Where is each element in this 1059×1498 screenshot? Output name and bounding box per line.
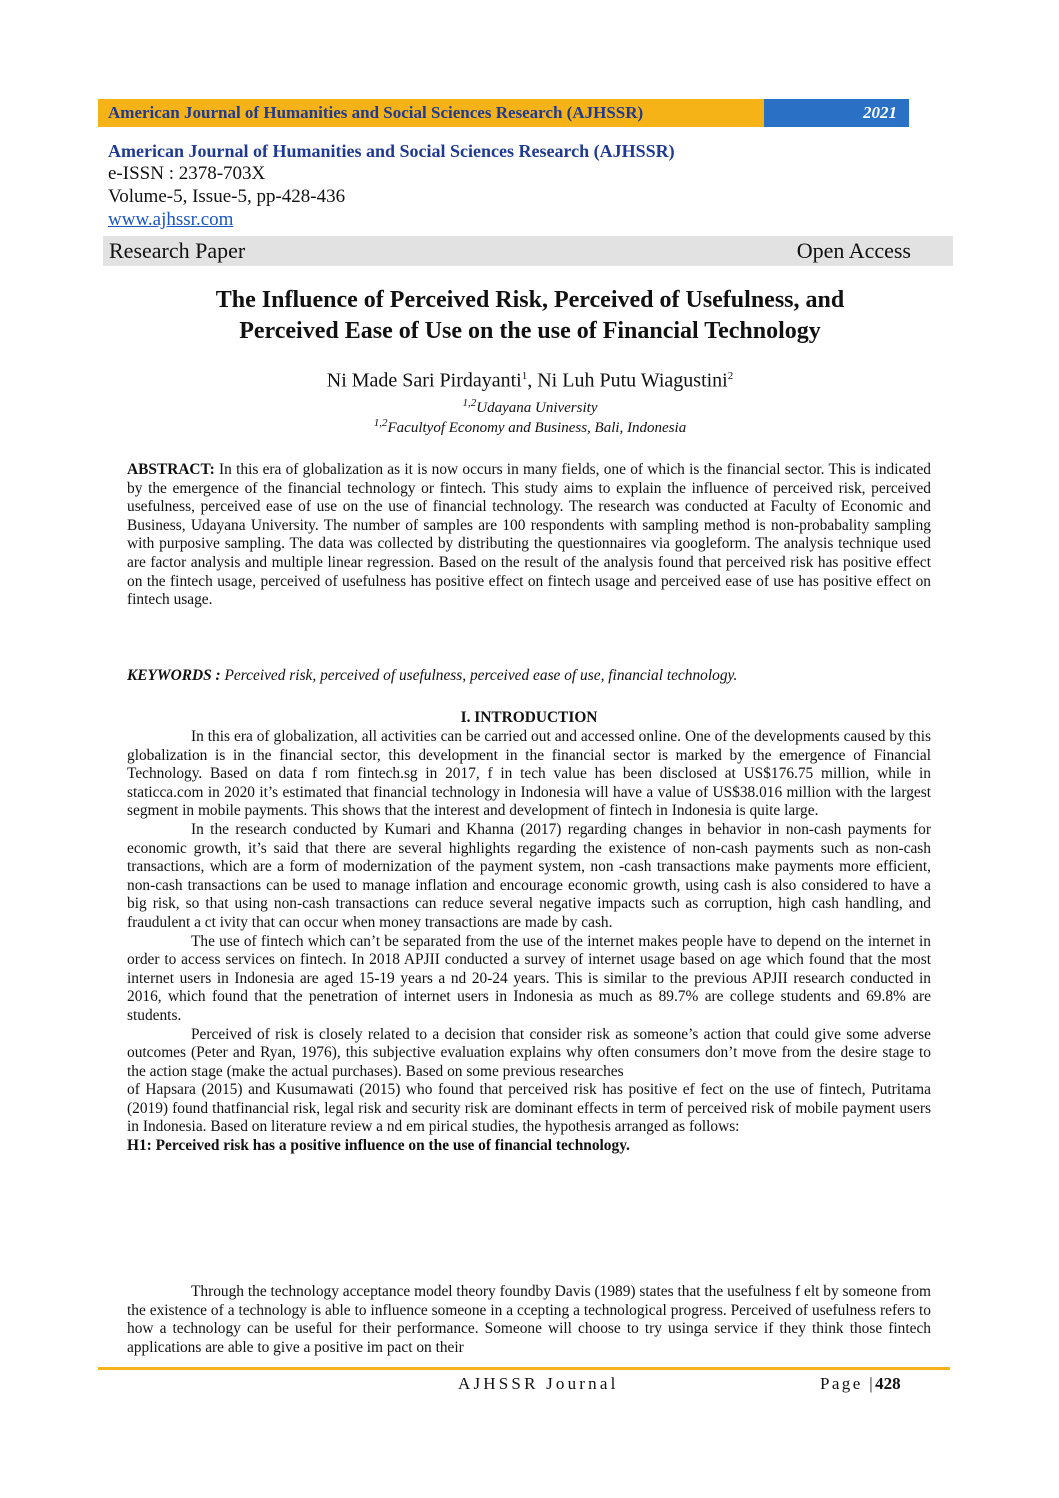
paper-title-line: Perceived Ease of Use on the use of Financial Technology [239,318,821,344]
author-superscript: 1 [521,370,528,382]
keywords-text: Perceived risk, perceived of usefulness, perceived ease of use, financial technology. [220,667,738,684]
body-paragraph: The use of fintech which can’t be separated from the use of the internet makes people have to depend on the internet in order to access services on fintech. In 2018 APJII conducted a survey of internet usage based on age which found that the most internet users in Indonesia are aged 15-19 years a nd 20-24 years. This is similar to the previous APJII research conducted in 2016, which found that the penetration of internet users in Indonesia as much as 89.7% are college students and 69.8% are students. [127,932,931,1024]
footer-divider [98,1367,950,1370]
abstract-text: In this era of globalization as it is now occurs in many fields, one of which is the financial sector. This is indicated by the emergence of the financial technology or fintech. This study aims to explain the influence of perceived risk, perceived usefulness, perceived ease of use on the use of financial technology. The research was conducted at Faculty of Economic and Business, Udayana University. The number of samples are 100 respondents with sampling method is non-probabality sampling with purposive sampling. The data was collected by distributing the questionnaires via googleform. The analysis technique used are factor analysis and multiple linear regression. Based on the result of the analysis found that perceived risk has positive effect on the fintech usage, perceived of usefulness has positive effect on fintech usage and perceived ease of use has positive effect on fintech usage. [127,461,931,609]
footer-page-label: Page | [820,1374,876,1393]
paper-type-label: Research Paper [109,238,246,263]
introduction-body-cont [127,1283,931,1357]
footer-page [820,1374,901,1394]
author-name: Ni Luh Putu Wiagustini [537,369,728,392]
section-heading-introduction: I. INTRODUCTION [460,709,598,726]
journal-meta [108,140,908,231]
author-name: Ni Made Sari Pirdayanti [326,369,522,392]
meta-volume: Volume-5, Issue-5, pp-428-436 [108,186,346,207]
author-separator: , [527,369,538,392]
footer-journal: AJHSSR Journal [458,1374,619,1393]
body-paragraph: of Hapsara (2015) and Kusumawati (2015) who found that perceived risk has positive ef fect on the use of fintech, Putritama (2019) found thatfinancial risk, legal risk and security risk are dominant effects in term of perceived risk of mobile payment users in Indonesia. Based on literature review a nd em pirical studies, the hypothesis arranged as follows: [127,1081,931,1136]
author-superscript: 2 [727,370,734,382]
keywords-label: KEYWORDS : [127,667,221,684]
meta-journal-name: American Journal of Humanities and Social Sciences Research (AJHSSR) [108,141,675,161]
abstract [127,461,931,610]
journal-website-link[interactable]: www.ajhssr.com [108,209,234,230]
introduction-body [127,728,931,1156]
affiliation-superscript: 1,2 [462,397,477,409]
paper-title-line: The Influence of Perceived Risk, Perceived of Usefulness, and [215,287,845,313]
hypothesis-h1: H1: Perceived risk has a positive influence on the use of financial technology. [127,1137,630,1155]
header-journal-name: American Journal of Humanities and Social Sciences Research (AJHSSR) [98,99,764,127]
meta-eissn: e-ISSN : 2378-703X [108,163,266,184]
paper-title [100,285,960,347]
affiliation-faculty [100,414,960,437]
body-paragraph: Perceived of risk is closely related to a decision that consider risk as someone’s action that could give some adverse outcomes (Peter and Ryan, 1976), this subjective evaluation explains why often consumers don’t move from the desire stage to the action stage (make the actual purchases). Based on some previous researches [127,1025,931,1080]
body-paragraph: Through the technology acceptance model theory foundby Davis (1989) states that the usefulness f elt by someone from the existence of a technology is able to influence someone in a ccepting a technological progress. Perceived of usefulness refers to how a technology can be useful for their performance. Someone will choose to try usinga service if they think those fintech applications are able to give a positive im pact on their [127,1283,931,1356]
author-list [100,364,960,393]
body-paragraph: In the research conducted by Kumari and Khanna (2017) regarding changes in behavior in non-cash payments for economic growth, it’s said that there are several highlights regarding the existence of non-cash payments such as non-cash transactions, which are a form of modernization of the payment system, non -cash transactions make payments more efficient, non-cash transactions can be used to manage inflation and encourage economic growth, using cash is also considered to have a big risk, so that using non-cash transactions can reduce several negative impacts such as corruption, high cash handling, and fraudulent a ct ivity that can occur when money transactions are made by cash. [127,820,931,931]
body-paragraph: In this era of globalization, all activities can be carried out and accessed online. One of the developments caused by this globalization is in the financial sector, this development in the financial sector is marked by the emergence of Financial Technology. Based on data f rom fintech.sg in 2017, f in tech value has been disclosed at US$176.75 million, while in staticca.com in 2020 it’s estimated that financial technology in Indonesia will have a value of US$38.016 million with the largest segment in mobile payments. This shows that the interest and development of fintech in Indonesia is quite large. [127,728,931,820]
affiliation-superscript: 1,2 [373,417,388,429]
keywords [127,666,931,685]
paper-type-bar [103,236,953,266]
journal-header-band [98,99,909,127]
abstract-label: ABSTRACT: [127,461,215,478]
footer-page-number: 428 [875,1374,901,1393]
header-year: 2021 [764,99,909,127]
open-access-label: Open Access [796,238,911,263]
affiliation-text: Facultyof Economy and Business, Bali, Indonesia [387,420,687,436]
affiliation-text: Udayana University [476,400,598,416]
